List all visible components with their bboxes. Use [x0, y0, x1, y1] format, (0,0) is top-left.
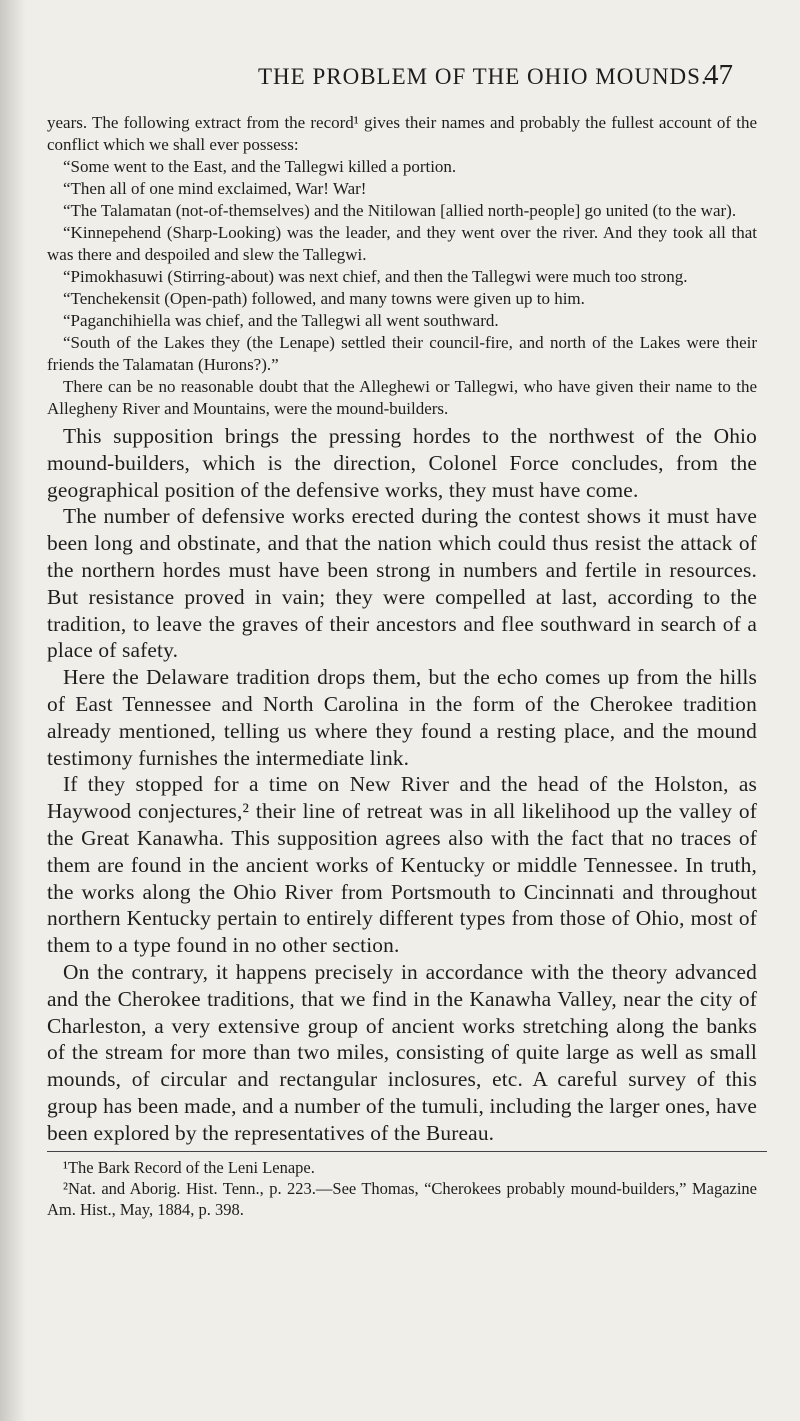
paragraph: On the contrary, it happens precisely in accordance with the theory advanced and the Cherokee traditions, that we find in the Kanawha Valley, near the city of Charleston, a very extensive group of ancient works stretching along the banks of the stream for more than two miles, consisting of quite large as well as small mounds, of circular and rectangular inclosures, etc. A careful survey of this group has been made, and a number of the tumuli, including the larger ones, have been explored by the representatives of the Bureau.: [47, 959, 757, 1145]
paragraph: There can be no reasonable doubt that the Alleghewi or Tallegwi, who have given their name to the Allegheny River and Mountains, were the mound-builders.: [47, 377, 757, 418]
quoted-line: “Pimokhasuwi (Stirring-about) was next chief, and then the Tallegwi were much too strong.: [63, 267, 688, 286]
paragraph: The number of defensive works erected during the contest shows it must have been long and obstinate, and that the nation which could thus resist the attack of the northern hordes must have been strong in numbers and fertile in resources. But resistance proved in vain; they were compelled at last, according to the tradition, to leave the graves of their ancestors and flee southward in search of a place of safety.: [47, 504, 757, 663]
paragraph: If they stopped for a time on New River and the head of the Holston, as Haywood conjectures,² their line of retreat was in all likelihood up the valley of the Great Kanawha. This supposition agrees also with the fact that no traces of them are found in the ancient works of Kentucky or middle Tennessee. In truth, the works along the Ohio River from Portsmouth to Cincinnati and throughout northern Kentucky pertain to entirely different types from those of Ohio, most of them to a type found in no other section.: [47, 772, 757, 958]
quoted-line: “Kinnepehend (Sharp-Looking) was the leader, and they went over the river. And they took all that was there and despoiled and slew the Tallegwi.: [47, 223, 757, 264]
footnote-divider: [47, 1151, 767, 1152]
quoted-line: “Some went to the East, and the Tallegwi killed a portion.: [63, 157, 457, 176]
quoted-line: “Tenchekensit (Open-path) followed, and many towns were given up to him.: [63, 289, 585, 308]
page-edge-shadow: [0, 0, 26, 1421]
quoted-line: “Then all of one mind exclaimed, War! War!: [63, 179, 367, 198]
footnote: ¹The Bark Record of the Leni Lenape.: [63, 1158, 315, 1177]
quoted-line: “Paganchihiella was chief, and the Tallegwi all went southward.: [63, 311, 499, 330]
paragraph: This supposition brings the pressing hordes to the northwest of the Ohio mound-builders, which is the direction, Colonel Force concludes, from the geographical position of the defensive works, they must have come.: [47, 424, 757, 502]
paragraph: Here the Delaware tradition drops them, but the echo comes up from the hills of East Tennessee and North Carolina in the form of the Cherokee tradition already mentioned, telling us where they found a resting place, and the mound testimony furnishes the intermediate link.: [47, 665, 757, 770]
page-number: 47: [704, 59, 733, 91]
footnotes: [47, 1157, 757, 1220]
paragraph: years. The following extract from the record¹ gives their names and probably the fullest account of the conflict which we shall ever possess:: [47, 113, 757, 154]
footnote: ²Nat. and Aborig. Hist. Tenn., p. 223.—See Thomas, “Cherokees probably mound-builders,” Magazine Am. Hist., May, 1884, p. 398.: [47, 1179, 757, 1219]
page-body: [47, 112, 757, 1147]
running-title: THE PROBLEM OF THE OHIO MOUNDS.: [258, 64, 708, 89]
quoted-line: “South of the Lakes they (the Lenape) settled their council-fire, and north of the Lakes were their friends the Talamatan (Hurons?).”: [47, 333, 757, 374]
quoted-line: “The Talamatan (not-of-themselves) and the Nitilowan [allied north-people] go united (to the war).: [63, 201, 737, 220]
